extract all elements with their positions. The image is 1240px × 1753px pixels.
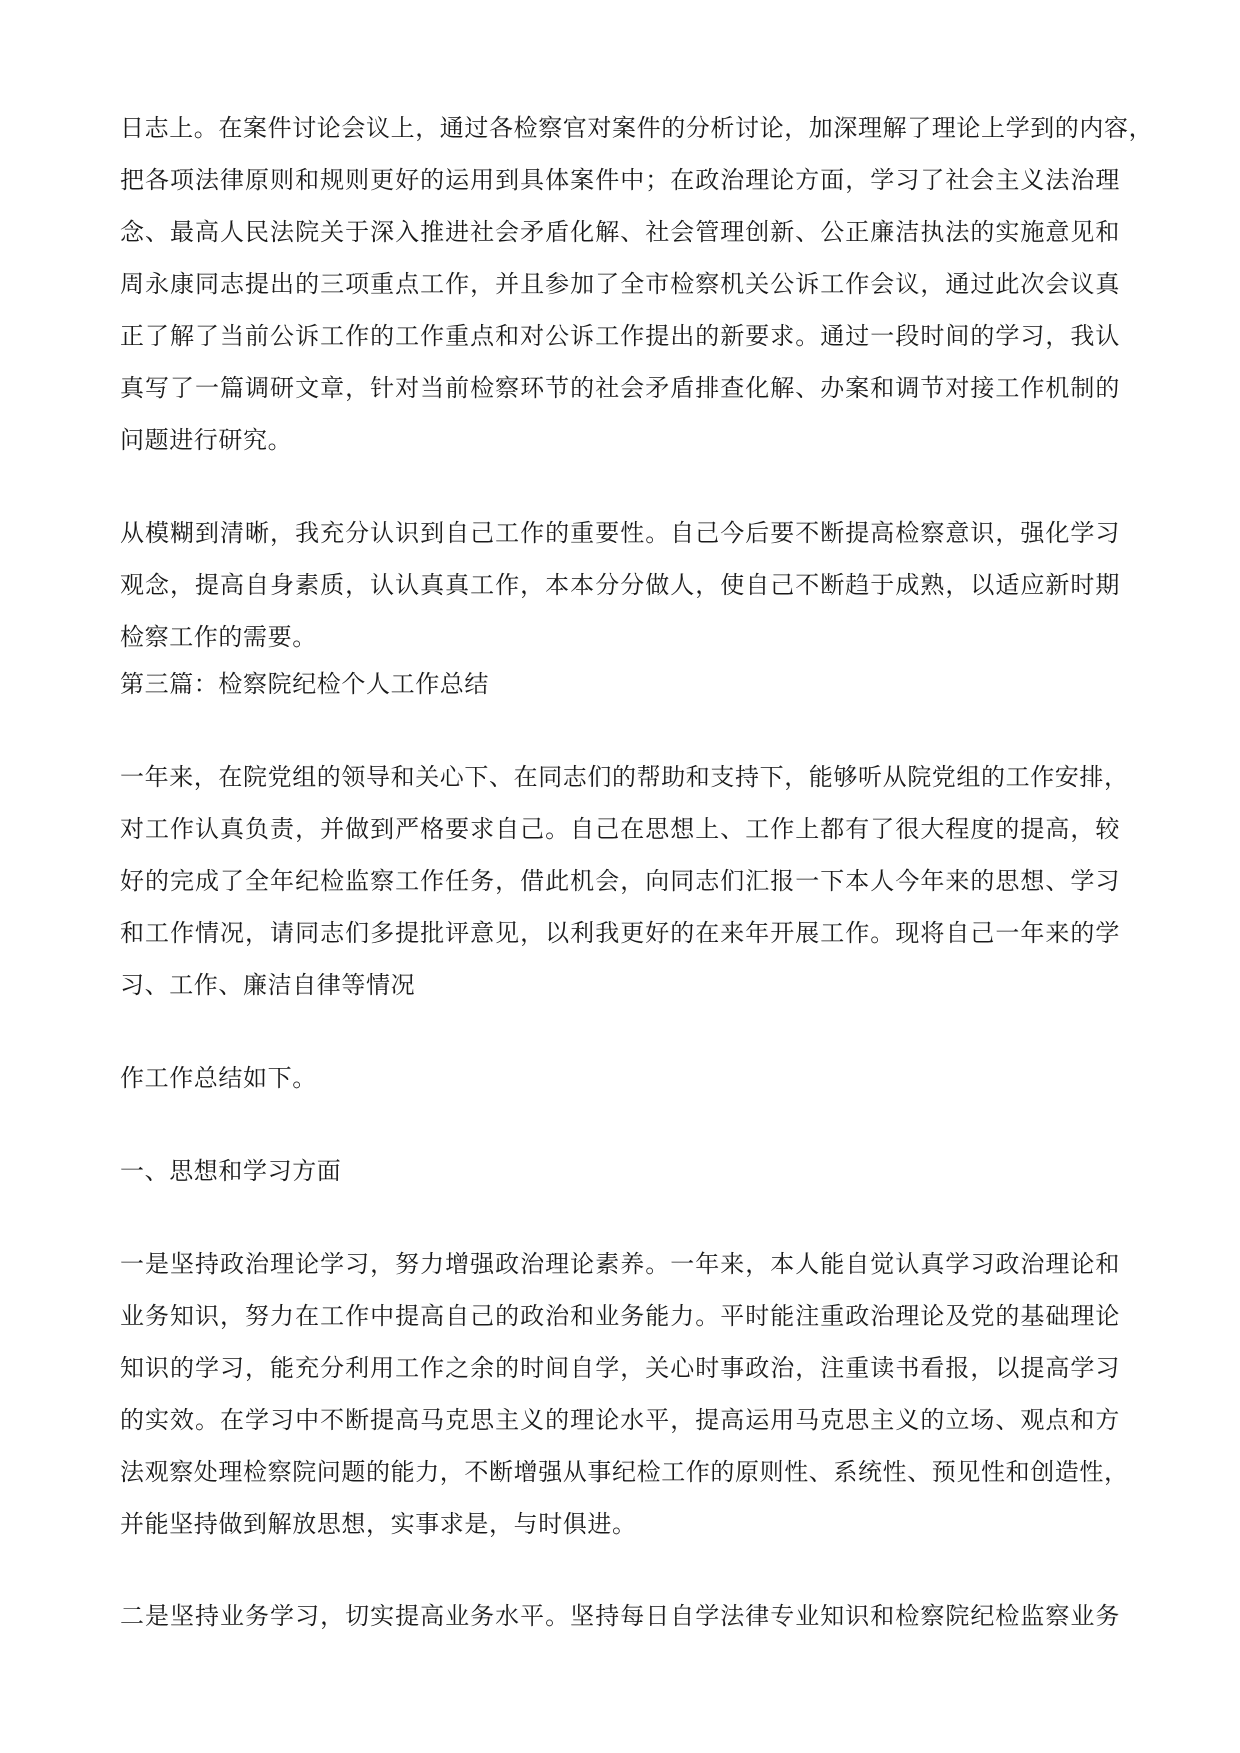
paragraph-line: 知识的学习，能充分利用工作之余的时间自学，关心时事政治，注重读书看报，以提高学习	[120, 1354, 1120, 1382]
paragraph-line: 法观察处理检察院问题的能力，不断增强从事纪检工作的原则性、系统性、预见性和创造性，	[120, 1458, 1129, 1486]
paragraph-line: 对工作认真负责，并做到严格要求自己。自己在思想上、工作上都有了很大程度的提高，较	[120, 815, 1120, 843]
paragraph-line: 并能坚持做到解放思想，实事求是，与时俱进。	[120, 1510, 637, 1538]
paragraph-line: 日志上。在案件讨论会议上，通过各检察官对案件的分析讨论，加深理解了理论上学到的内容，	[120, 114, 1154, 142]
paragraph-line: 习、工作、廉洁自律等情况	[120, 971, 416, 999]
paragraph-line: 二是坚持业务学习，切实提高业务水平。坚持每日自学法律专业知识和检察院纪检监察业务	[120, 1602, 1120, 1630]
paragraph-line: 好的完成了全年纪检监察工作任务，借此机会，向同志们汇报一下本人今年来的思想、学习	[120, 867, 1120, 895]
paragraph-line: 业务知识，努力在工作中提高自己的政治和业务能力。平时能注重政治理论及党的基础理论	[120, 1302, 1120, 1330]
paragraph-line: 真写了一篇调研文章，针对当前检察环节的社会矛盾排查化解、办案和调节对接工作机制的	[120, 374, 1120, 402]
paragraph-line: 从模糊到清晰，我充分认识到自己工作的重要性。自己今后要不断提高检察意识，强化学习	[120, 519, 1120, 547]
paragraph-line: 问题进行研究。	[120, 426, 293, 454]
section-heading: 一、思想和学习方面	[120, 1157, 342, 1185]
paragraph-line: 的实效。在学习中不断提高马克思主义的理论水平，提高运用马克思主义的立场、观点和方	[120, 1406, 1120, 1434]
paragraph-line: 检察工作的需要。	[120, 623, 317, 651]
paragraph-line: 观念，提高自身素质，认认真真工作，本本分分做人，使自己不断趋于成熟，以适应新时期	[120, 571, 1120, 599]
paragraph-line: 把各项法律原则和规则更好的运用到具体案件中；在政治理论方面，学习了社会主义法治理	[120, 166, 1120, 194]
paragraph-line: 作工作总结如下。	[120, 1064, 317, 1092]
paragraph-line: 一年来，在院党组的领导和关心下、在同志们的帮助和支持下，能够听从院党组的工作安排，	[120, 763, 1129, 791]
paragraph-line: 和工作情况，请同志们多提批评意见，以利我更好的在来年开展工作。现将自己一年来的学	[120, 919, 1120, 947]
paragraph-line: 念、最高人民法院关于深入推进社会矛盾化解、社会管理创新、公正廉洁执法的实施意见和	[120, 218, 1120, 246]
paragraph-line: 周永康同志提出的三项重点工作，并且参加了全市检察机关公诉工作会议，通过此次会议真	[120, 270, 1120, 298]
paragraph-line: 正了解了当前公诉工作的工作重点和对公诉工作提出的新要求。通过一段时间的学习，我认	[120, 322, 1120, 350]
section-title: 第三篇：检察院纪检个人工作总结	[120, 670, 489, 698]
paragraph-line: 一是坚持政治理论学习，努力增强政治理论素养。一年来，本人能自觉认真学习政治理论和	[120, 1250, 1120, 1278]
